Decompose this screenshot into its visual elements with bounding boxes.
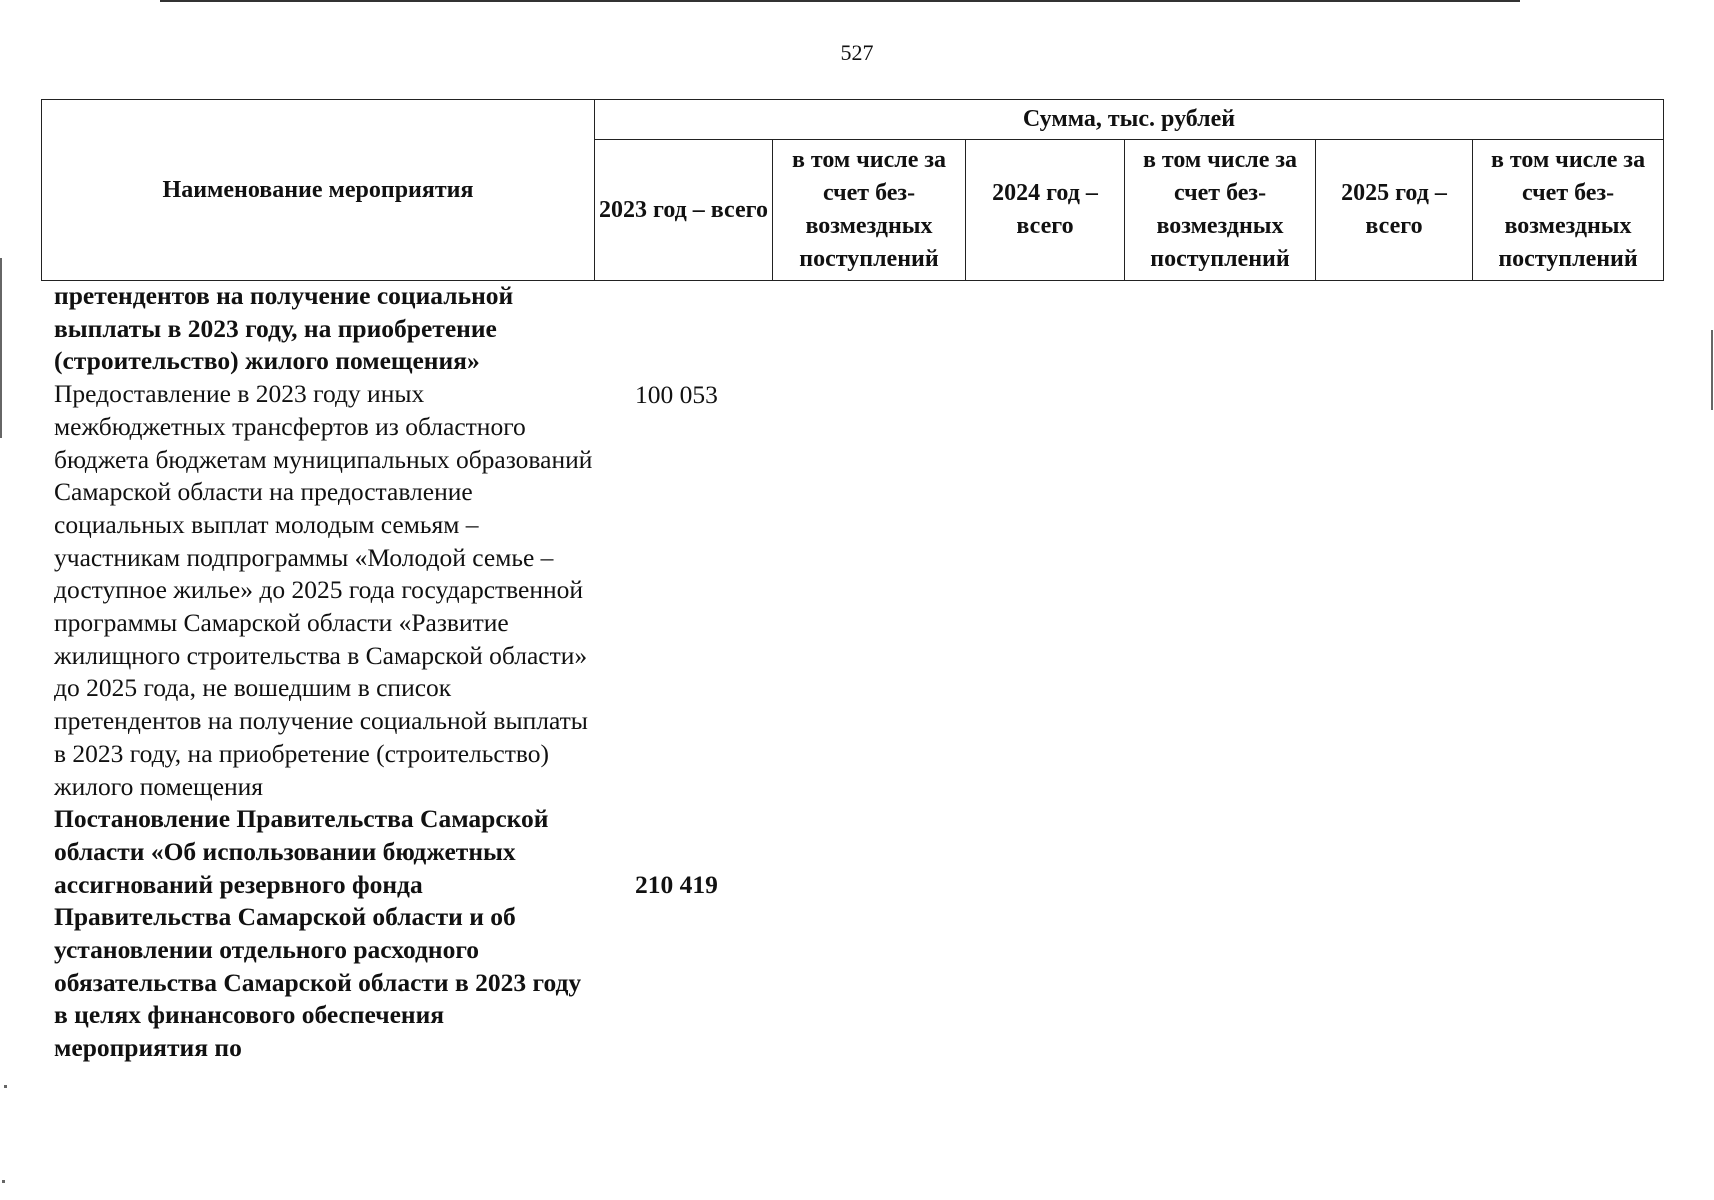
header-2025-total: 2025 год – всего bbox=[1316, 140, 1473, 281]
header-name-column: Наименование мероприятия bbox=[42, 100, 595, 281]
margin-mark bbox=[0, 258, 2, 438]
header-2024-grants: в том числе за счет без-возмездных поступлений bbox=[1125, 140, 1316, 281]
amount-2023: 100 053 bbox=[635, 380, 718, 409]
measure-text: претендентов на получение социальной выплаты в 2023 году, на приобретение (строительство) жилого помещения» bbox=[54, 281, 514, 376]
header-2025-grants: в том числе за счет без-возмездных поступлений bbox=[1473, 140, 1664, 281]
margin-mark bbox=[2, 1180, 5, 1183]
measures-text bbox=[54, 280, 594, 1065]
amount-2023: 210 419 bbox=[635, 870, 718, 899]
header-2023-grants: в том числе за счет без-возмездных поступлений bbox=[773, 140, 966, 281]
header-2024-total: 2024 год – всего bbox=[966, 140, 1125, 281]
margin-mark bbox=[1711, 330, 1713, 410]
top-rule bbox=[160, 0, 1520, 2]
margin-mark bbox=[4, 1085, 7, 1088]
header-sum-group: Сумма, тыс. рублей bbox=[595, 100, 1664, 140]
measure-text: Предоставление в 2023 году иных межбюджетных трансфертов из областного бюджета бюджетам муниципальных образований Самарской области на предоставление социальных выплат молодым семьям – участникам подпрограммы «Молодой семье – доступное жилье» до 2025 года государственной программы Самарской области «Развитие жилищного строительства в Самарской области» до 2025 года, не вошедшим в список претендентов на получение социальной выплаты в 2023 году, на приобретение (строительство) жилого помещения bbox=[54, 379, 593, 801]
measure-text: Постановление Правительства Самарской области «Об использовании бюджетных ассигнований резервного фонда Правительства Самарской области и об установлении отдельного расходного обязательства Самарской области в 2023 году в целях финансового обеспечения мероприятия по bbox=[54, 804, 582, 1063]
table-header bbox=[41, 99, 1664, 281]
header-2023-total: 2023 год – всего bbox=[595, 140, 773, 281]
page-number: 527 bbox=[840, 40, 874, 65]
